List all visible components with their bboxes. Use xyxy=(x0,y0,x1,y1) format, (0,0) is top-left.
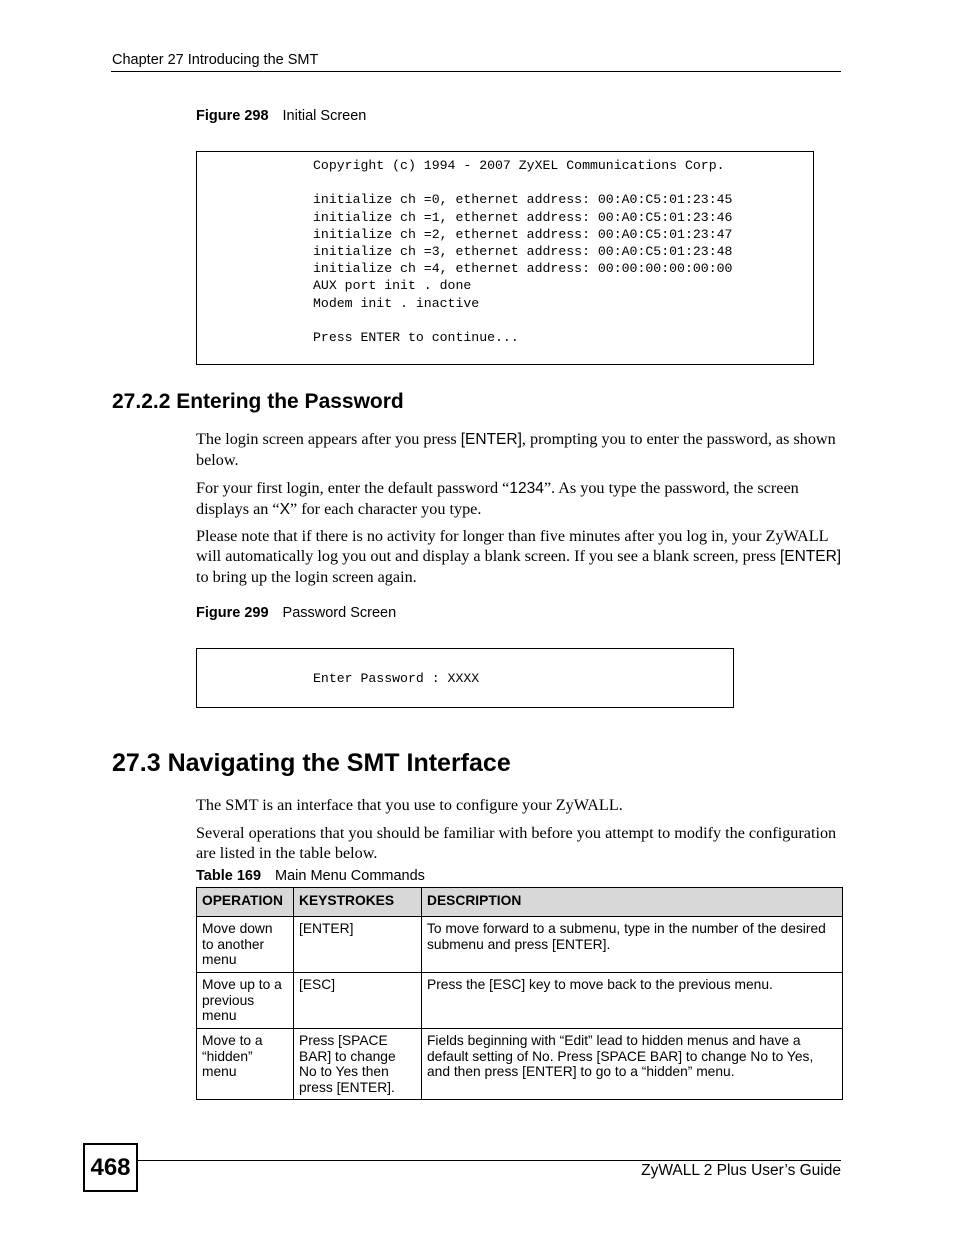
password-screen-figure xyxy=(196,648,734,708)
ui-term-enter: [ENTER] xyxy=(460,431,522,448)
table-row xyxy=(197,1029,843,1100)
table-169-caption xyxy=(196,868,425,884)
paragraph-operations-intro: Several operations that you should be familiar with before you attempt to modify the configuration are listed in the table below. xyxy=(196,824,837,862)
figure-299-title: Password Screen xyxy=(282,605,397,621)
figure-298-title: Initial Screen xyxy=(282,108,367,124)
figure-298-label: Figure 298 xyxy=(196,108,269,124)
ui-term-enter: [ENTER] xyxy=(779,548,842,565)
ui-term-password: 1234 xyxy=(509,480,544,497)
paragraph-login-screen xyxy=(196,429,842,470)
table-cell-operation: Move up to a previous menu xyxy=(197,973,294,1029)
table-header-row xyxy=(197,888,843,917)
table-cell-description: Fields beginning with “Edit” lead to hidden menus and have a default setting of No. Press [SPACE BAR] to change No to Yes, and then press [ENTER] to go to a “hidden” menu. xyxy=(422,1029,843,1100)
section-heading-navigating-smt: 27.3 Navigating the SMT Interface xyxy=(112,749,511,777)
section-heading-entering-password: 27.2.2 Entering the Password xyxy=(112,390,404,413)
table-cell-description: Press the [ESC] key to move back to the previous menu. xyxy=(422,973,843,1029)
table-row xyxy=(197,973,843,1029)
page-number: 468 xyxy=(83,1143,138,1192)
footer-divider xyxy=(138,1160,841,1161)
table-cell-keystrokes: [ESC] xyxy=(294,973,422,1029)
text-run: ”. As you type the password, the screen displays an “ xyxy=(196,479,799,518)
text-run: Please note that if there is no activity for longer than five minutes after you log in, your ZyWALL will automatically log you out and display a blank screen. If you see a blank screen, press xyxy=(196,527,828,565)
paragraph-smt-intro: The SMT is an interface that you use to configure your ZyWALL. xyxy=(196,796,623,814)
paragraph-default-password xyxy=(196,478,842,520)
table-cell-keystrokes: [ENTER] xyxy=(294,917,422,973)
initial-screen-figure xyxy=(196,151,814,365)
column-header-operation: OPERATION xyxy=(197,888,294,917)
table-169-label: Table 169 xyxy=(196,868,262,884)
text-run: For your first login, enter the default password “ xyxy=(196,479,510,497)
figure-298-caption xyxy=(196,108,366,124)
column-header-description: DESCRIPTION xyxy=(422,888,843,917)
column-header-keystrokes: KEYSTROKES xyxy=(294,888,422,917)
text-run: ” for each character you type. xyxy=(289,500,482,518)
main-menu-commands-table xyxy=(196,887,843,1100)
text-run: The login screen appears after you press xyxy=(196,430,461,448)
table-cell-operation: Move to a “hidden” menu xyxy=(197,1029,294,1100)
chapter-header: Chapter 27 Introducing the SMT xyxy=(112,52,319,68)
text-run: , prompting you to enter the password, as shown below. xyxy=(196,430,836,469)
guide-title: ZyWALL 2 Plus User’s Guide xyxy=(641,1162,841,1179)
table-cell-operation: Move down to another menu xyxy=(197,917,294,973)
table-cell-keystrokes: Press [SPACE BAR] to change No to Yes then press [ENTER]. xyxy=(294,1029,422,1100)
table-cell-description: To move forward to a submenu, type in the number of the desired submenu and press [ENTER]. xyxy=(422,917,843,973)
figure-299-label: Figure 299 xyxy=(196,605,269,621)
text-run: to bring up the login screen again. xyxy=(196,568,417,586)
paragraph-inactivity-note xyxy=(196,526,842,587)
initial-screen-text: Copyright (c) 1994 - 2007 ZyXEL Communications Corp. initialize ch =0, ethernet address: 00:A0:C5:01:23:45 initialize ch =1, ethernet address: 00:A0:C5:01:23:46 initialize ch =2, ethernet address: 00:A0:C5:01:23:47 initialize ch =3, ethernet address: 00:A0:C5:01:23:48 initialize ch =4, ethernet address: 00:00:00:00:00:00 AUX port init . done Modem init . inactive Press ENTER to continue... xyxy=(313,158,733,346)
ui-term-x: X xyxy=(279,501,290,518)
header-divider xyxy=(111,71,841,72)
table-row xyxy=(197,917,843,973)
figure-299-caption xyxy=(196,605,396,621)
table-169-title: Main Menu Commands xyxy=(275,868,425,884)
password-screen-text: Enter Password : XXXX xyxy=(313,671,480,686)
